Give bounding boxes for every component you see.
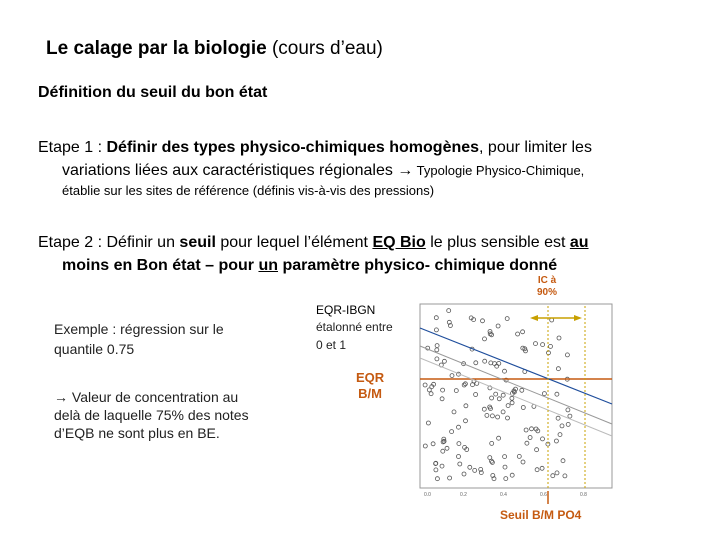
scatter-point <box>440 397 444 401</box>
scatter-point <box>482 407 486 411</box>
scatter-point <box>557 336 561 340</box>
step1-line3: établie sur les sites de référence (définis vis-à-vis des pressions) <box>62 183 435 198</box>
scatter-point <box>435 357 439 361</box>
scatter-point <box>535 448 539 452</box>
scatter-point <box>497 397 501 401</box>
arrow-right-icon: → <box>397 162 414 179</box>
scatter-point <box>448 476 452 480</box>
scatter-point <box>494 392 498 396</box>
eqr-bm-label: EQR B/M <box>356 370 385 401</box>
scatter-point <box>495 364 499 368</box>
scatter-point <box>549 344 553 348</box>
value-note: → Valeur de concentration au delà de laquelle 75% des notes d’EQB ne sont plus en BE. <box>54 389 249 441</box>
scatter-point <box>457 442 461 446</box>
scatter-point <box>520 388 524 392</box>
scatter-point <box>441 449 445 453</box>
scatter-point <box>483 359 487 363</box>
scatter-point <box>426 421 430 425</box>
scatter-point <box>521 406 525 410</box>
scatter-point <box>452 410 456 414</box>
scatter-point <box>534 342 538 346</box>
slide-title: Le calage par la biologie (cours d’eau) <box>46 38 383 59</box>
scatter-point <box>501 393 505 397</box>
scatter-point <box>503 465 507 469</box>
svg-text:0.0: 0.0 <box>424 492 431 498</box>
scatter-point <box>445 446 449 450</box>
scatter-point <box>554 439 558 443</box>
scatter-point <box>510 396 514 400</box>
scatter-point <box>530 427 534 431</box>
scatter-point <box>457 455 461 459</box>
svg-text:0.8: 0.8 <box>580 492 587 498</box>
scatter-point <box>490 414 494 418</box>
scatter-point <box>429 392 433 396</box>
scatter-point <box>462 472 466 476</box>
scatter-point <box>561 459 565 463</box>
scatter-point <box>490 441 494 445</box>
svg-text:0.6: 0.6 <box>540 492 547 498</box>
scatter-point <box>474 393 478 397</box>
scatter-point <box>516 332 520 336</box>
scatter-point <box>447 309 451 313</box>
scatter-point <box>431 442 435 446</box>
scatter-point <box>496 324 500 328</box>
step2-line2: moins en Bon état – pour un paramètre physico- chimique donné <box>62 257 558 274</box>
scatter-point <box>485 413 489 417</box>
scatter-point <box>434 316 438 320</box>
scatter-point <box>524 428 528 432</box>
scatter-point <box>483 337 487 341</box>
scatter-point <box>556 416 560 420</box>
scatter-point <box>473 468 477 472</box>
scatter-point <box>560 424 564 428</box>
scatter-point <box>503 369 507 373</box>
scatter-point <box>464 419 468 423</box>
scatter-point <box>481 319 485 323</box>
scatter-point <box>474 361 478 365</box>
scatter-point <box>497 361 501 365</box>
scatter-point <box>521 330 525 334</box>
ic-label: IC à 90% <box>537 275 558 298</box>
eqr-ibgn-label: EQR-IBGN <box>316 303 376 317</box>
scatter-point <box>505 317 509 321</box>
scatter-point <box>423 383 427 387</box>
scatter-point <box>490 396 494 400</box>
scatter-point <box>566 408 570 412</box>
scatter-point <box>528 436 532 440</box>
scatter-point <box>535 468 539 472</box>
scatter-point <box>504 477 508 481</box>
scatter-point <box>435 348 439 352</box>
arrow-right-icon: → <box>54 389 68 405</box>
scatter-point <box>555 392 559 396</box>
scatter-point <box>551 474 555 478</box>
svg-text:0.2: 0.2 <box>460 492 467 498</box>
step2-line1: Etape 2 : Définir un seuil pour lequel l’élément EQ Bio le plus sensible est au <box>38 234 589 251</box>
scatter-point <box>503 455 507 459</box>
scatter-point <box>450 374 454 378</box>
scatter-point <box>454 389 458 393</box>
scatter-point <box>566 422 570 426</box>
scatter-point <box>450 430 454 434</box>
scatter-point <box>468 465 472 469</box>
scatter-point <box>541 437 545 441</box>
etalonne-label: étalonné entre 0 et 1 <box>316 320 393 352</box>
scatter-point <box>556 367 560 371</box>
section-subtitle: Définition du seuil du bon état <box>38 84 268 101</box>
scatter-point <box>568 414 572 418</box>
scatter-point <box>510 473 514 477</box>
scatter-point <box>435 477 439 481</box>
scatter-point <box>542 392 546 396</box>
example-note: Exemple : régression sur le quantile 0.75 <box>54 321 224 357</box>
scatter-point <box>442 359 446 363</box>
scatter-point <box>558 433 562 437</box>
scatter-point <box>563 474 567 478</box>
scatter-point <box>541 343 545 347</box>
scatter-point <box>457 425 461 429</box>
scatter-point <box>540 466 544 470</box>
scatter-point <box>565 353 569 357</box>
regression-scatter-plot <box>400 296 622 508</box>
scatter-point <box>423 444 427 448</box>
scatter-point <box>440 464 444 468</box>
scatter-point <box>510 401 514 405</box>
scatter-point <box>501 410 505 414</box>
scatter-point <box>496 415 500 419</box>
svg-text:0.4: 0.4 <box>500 492 507 498</box>
scatter-point <box>434 328 438 332</box>
seuil-label: Seuil B/M PO4 <box>500 508 582 522</box>
scatter-point <box>489 361 493 365</box>
step1-line1: Etape 1 : Définir des types physico-chimiques homogènes, pour limiter les <box>38 139 592 156</box>
scatter-point <box>434 468 438 472</box>
scatter-point <box>517 454 521 458</box>
scatter-point <box>521 460 525 464</box>
scatter-point <box>458 462 462 466</box>
scatter-point <box>435 344 439 348</box>
scatter-point <box>490 459 494 463</box>
scatter-point <box>497 436 501 440</box>
scatter-point <box>525 441 529 445</box>
scatter-point <box>506 404 510 408</box>
scatter-point <box>555 471 559 475</box>
scatter-point <box>464 404 468 408</box>
step1-line2: variations liées aux caractéristiques régionales → Typologie Physico-Chimique, <box>62 162 585 179</box>
scatter-point <box>441 388 445 392</box>
scatter-point <box>427 388 431 392</box>
scatter-point <box>506 416 510 420</box>
scatter-point <box>493 362 497 366</box>
